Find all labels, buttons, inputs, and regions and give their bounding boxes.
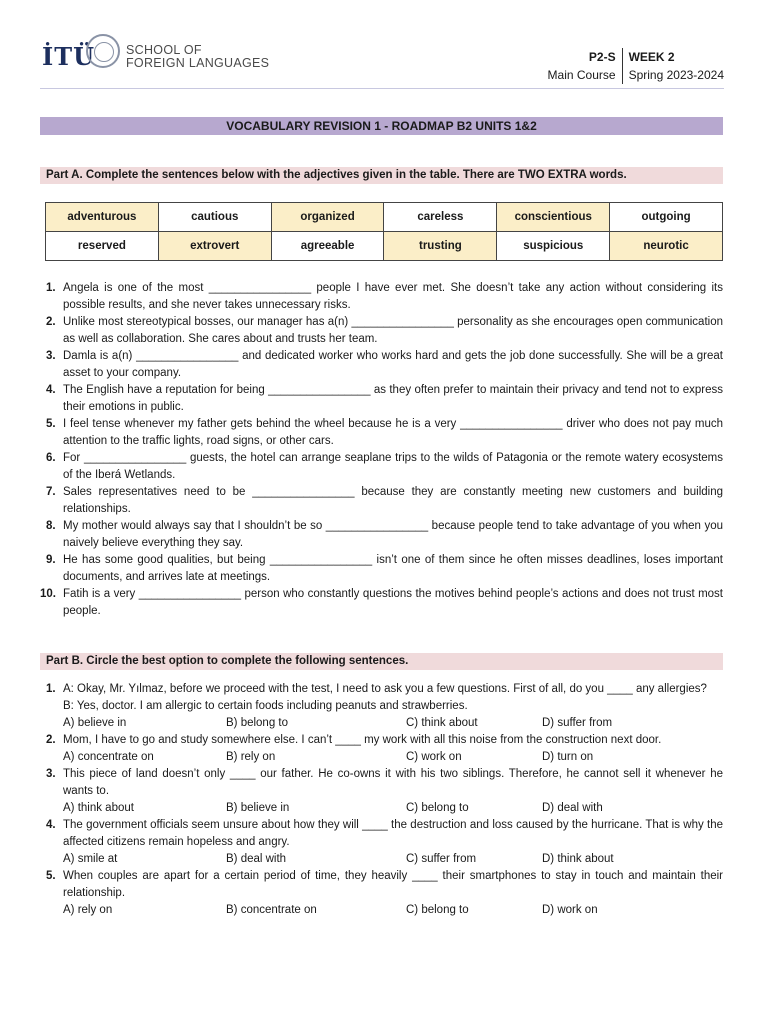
option-d[interactable]: D) turn on [542,751,594,763]
question-item: 5. I feel tense whenever my father gets behind the wheel because he is a very ________________ driver who does not pay much attention to the traffic lights, road signs, or other cars. [46,418,723,447]
question-text: The English have a reputation for being ________________ as they often prefer to maintain their privacy and tend not to express their emotions in public. [63,384,723,413]
word-cell: careless [384,203,497,232]
school-name-line2: FOREIGN LANGUAGES [126,56,270,70]
mc-options [63,749,723,766]
mc-question-text: Mom, I have to go and study somewhere else. I can’t ____ my work with all this noise from the construction next door. [63,734,662,746]
part-a-heading: Part A. Complete the sentences below with the adjectives given in the table. There are TWO EXTRA words. [40,167,723,184]
question-item: 3. Damla is a(n) ________________ and dedicated worker who works hard and gets the job done successfully. She will be a great asset to your company. [46,350,723,379]
part-b-questions [40,681,723,919]
question-text: Fatih is a very ________________ person who constantly questions the motives behind people’s actions and does not trust most people. [63,588,723,617]
option-c[interactable]: C) suffer from [406,853,477,865]
page-header [40,30,724,88]
question-item: 7. Sales representatives need to be ________________ because they are constantly meeting new customers and building relationships. [46,486,723,515]
course-name: Main Course [547,68,616,82]
word-row-2 [46,232,723,261]
word-cell: trusting [384,232,497,261]
week-label: WEEK 2 [628,50,675,64]
itu-logo: İTÜ [42,42,96,71]
mc-question-text: The government officials seem unsure about how they will ____ the destruction and loss caused by the hurricane. That is why the affected citizens remain hopeless and angry. [63,819,723,848]
question-item: 10. Fatih is a very ________________ person who constantly questions the motives behind people’s actions and does not trust most people. [40,588,723,617]
question-item: 6. For ________________ guests, the hotel can arrange seaplane trips to the wilds of Patagonia or the remote watery ecosystems of the Iberá Wetlands. [46,452,723,481]
mc-question-text: A: Okay, Mr. Yılmaz, before we proceed with the test, I need to ask you a few questions. First of all, do you ____ any allergies? [63,683,707,695]
mc-options [63,715,723,732]
question-item: 9. He has some good qualities, but being ________________ isn’t one of them since he often misses deadlines, loses important documents, and arrives late at meetings. [46,554,723,583]
option-d[interactable]: D) think about [542,853,614,865]
school-name [126,44,269,70]
option-d[interactable]: D) suffer from [542,717,613,729]
mc-question: 1. A: Okay, Mr. Yılmaz, before we proceed with the test, I need to ask you a few questions. First of all, do you ____ any allergies? B: Yes, doctor. I am allergic to certain foods including peanuts and strawberries. A) believe in B) belong to C) think about D) suffer from [40,681,723,732]
mc-question: 3. This piece of land doesn’t only ____ our father. He co-owns it with his two siblings. Therefore, he cannot sell it whenever he wants to. A) think about B) believe in C) belong to D) deal with [40,766,723,817]
option-b[interactable]: B) rely on [226,751,276,763]
mc-options [63,902,723,919]
word-cell: extrovert [158,232,271,261]
question-text: Angela is one of the most ________________ people I have ever met. She doesn’t take any action without considering its possible results, and she never takes unnecessary risks. [63,282,723,311]
part-b-heading: Part B. Circle the best option to complete the following sentences. [40,653,723,670]
word-cell: cautious [158,203,271,232]
word-cell: suspicious [497,232,610,261]
question-item: 8. My mother would always say that I shouldn’t be so ________________ because people tend to take advantage of you when you naively believe everything they say. [46,520,723,549]
level-code: P2-S [588,50,616,64]
university-seal-icon [86,34,120,68]
option-c[interactable]: C) work on [406,751,462,763]
option-a[interactable]: A) think about [63,802,134,814]
option-c[interactable]: C) belong to [406,904,469,916]
word-cell: adventurous [46,203,159,232]
question-text: Unlike most stereotypical bosses, our manager has a(n) ________________ personality as she encourages open communication as well as collaboration. She cares about and trusts her team. [63,316,723,345]
part-a-questions [40,280,723,620]
question-text: I feel tense whenever my father gets behind the wheel because he is a very ________________ driver who does not pay much attention to the traffic lights, road signs, or other cars. [63,418,723,447]
option-a[interactable]: A) smile at [63,853,118,865]
school-name-line1: SCHOOL OF [126,43,202,57]
mc-question: 4. The government officials seem unsure about how they will ____ the destruction and loss caused by the hurricane. That is why the affected citizens remain hopeless and angry. A) smile at B) deal with C) suffer from D) think about [40,817,723,868]
mc-question: 5. When couples are apart for a certain period of time, they heavily ____ their smartphones to stay in touch and maintain their relationship. A) rely on B) concentrate on C) belong to D) work on [40,868,723,919]
question-text: My mother would always say that I shouldn’t be so ________________ because people tend to take advantage of you when you naively believe everything they say. [63,520,723,549]
mc-question-text: This piece of land doesn’t only ____ our father. He co-owns it with his two siblings. Therefore, he cannot sell it whenever he wants to. [63,768,723,797]
word-cell: organized [271,203,384,232]
question-text: Sales representatives need to be ________________ because they are constantly meeting new customers and building relationships. [63,486,723,515]
mc-question: 2. Mom, I have to go and study somewhere else. I can’t ____ my work with all this noise from the construction next door. A) concentrate on B) rely on C) work on D) turn on [40,732,723,766]
mc-question-extra: B: Yes, doctor. I am allergic to certain foods including peanuts and strawberries. [63,700,468,712]
question-item: 1. Angela is one of the most ________________ people I have ever met. She doesn’t take any action without considering its possible results, and she never takes unnecessary risks. [46,282,723,311]
option-d[interactable]: D) deal with [542,802,603,814]
option-a[interactable]: A) concentrate on [63,751,154,763]
question-text: He has some good qualities, but being ________________ isn’t one of them since he often misses deadlines, loses important documents, and arrives late at meetings. [63,554,723,583]
word-row-1 [46,203,723,232]
option-b[interactable]: B) concentrate on [226,904,317,916]
term-label: Spring 2023-2024 [628,68,724,82]
option-b[interactable]: B) deal with [226,853,287,865]
option-d[interactable]: D) work on [542,904,598,916]
word-cell: agreeable [271,232,384,261]
question-item: 2. Unlike most stereotypical bosses, our manager has a(n) ________________ personality as she encourages open communication as well as collaboration. She cares about and trusts her team. [46,316,723,345]
question-text: For ________________ guests, the hotel can arrange seaplane trips to the wilds of Patagonia or the remote watery ecosystems of the Iberá Wetlands. [63,452,723,481]
page-title: VOCABULARY REVISION 1 - ROADMAP B2 UNITS 1&2 [40,117,723,135]
word-table [45,202,723,261]
word-cell: reserved [46,232,159,261]
header-divider [40,88,724,89]
option-a[interactable]: A) believe in [63,717,127,729]
question-text: Damla is a(n) ________________ and dedicated worker who works hard and gets the job done successfully. She will be a great asset to your company. [63,350,723,379]
option-c[interactable]: C) belong to [406,802,469,814]
mc-options [63,800,723,817]
mc-question-text: When couples are apart for a certain period of time, they heavily ____ their smartphones to stay in touch and maintain their relationship. [63,870,723,899]
option-c[interactable]: C) think about [406,717,478,729]
word-cell: outgoing [610,203,723,232]
course-info [548,48,724,84]
question-item: 4. The English have a reputation for being ________________ as they often prefer to maintain their privacy and tend not to express their emotions in public. [46,384,723,413]
mc-options [63,851,723,868]
word-cell: neurotic [610,232,723,261]
option-b[interactable]: B) belong to [226,717,289,729]
word-cell: conscientious [497,203,610,232]
option-a[interactable]: A) rely on [63,904,113,916]
option-b[interactable]: B) believe in [226,802,290,814]
